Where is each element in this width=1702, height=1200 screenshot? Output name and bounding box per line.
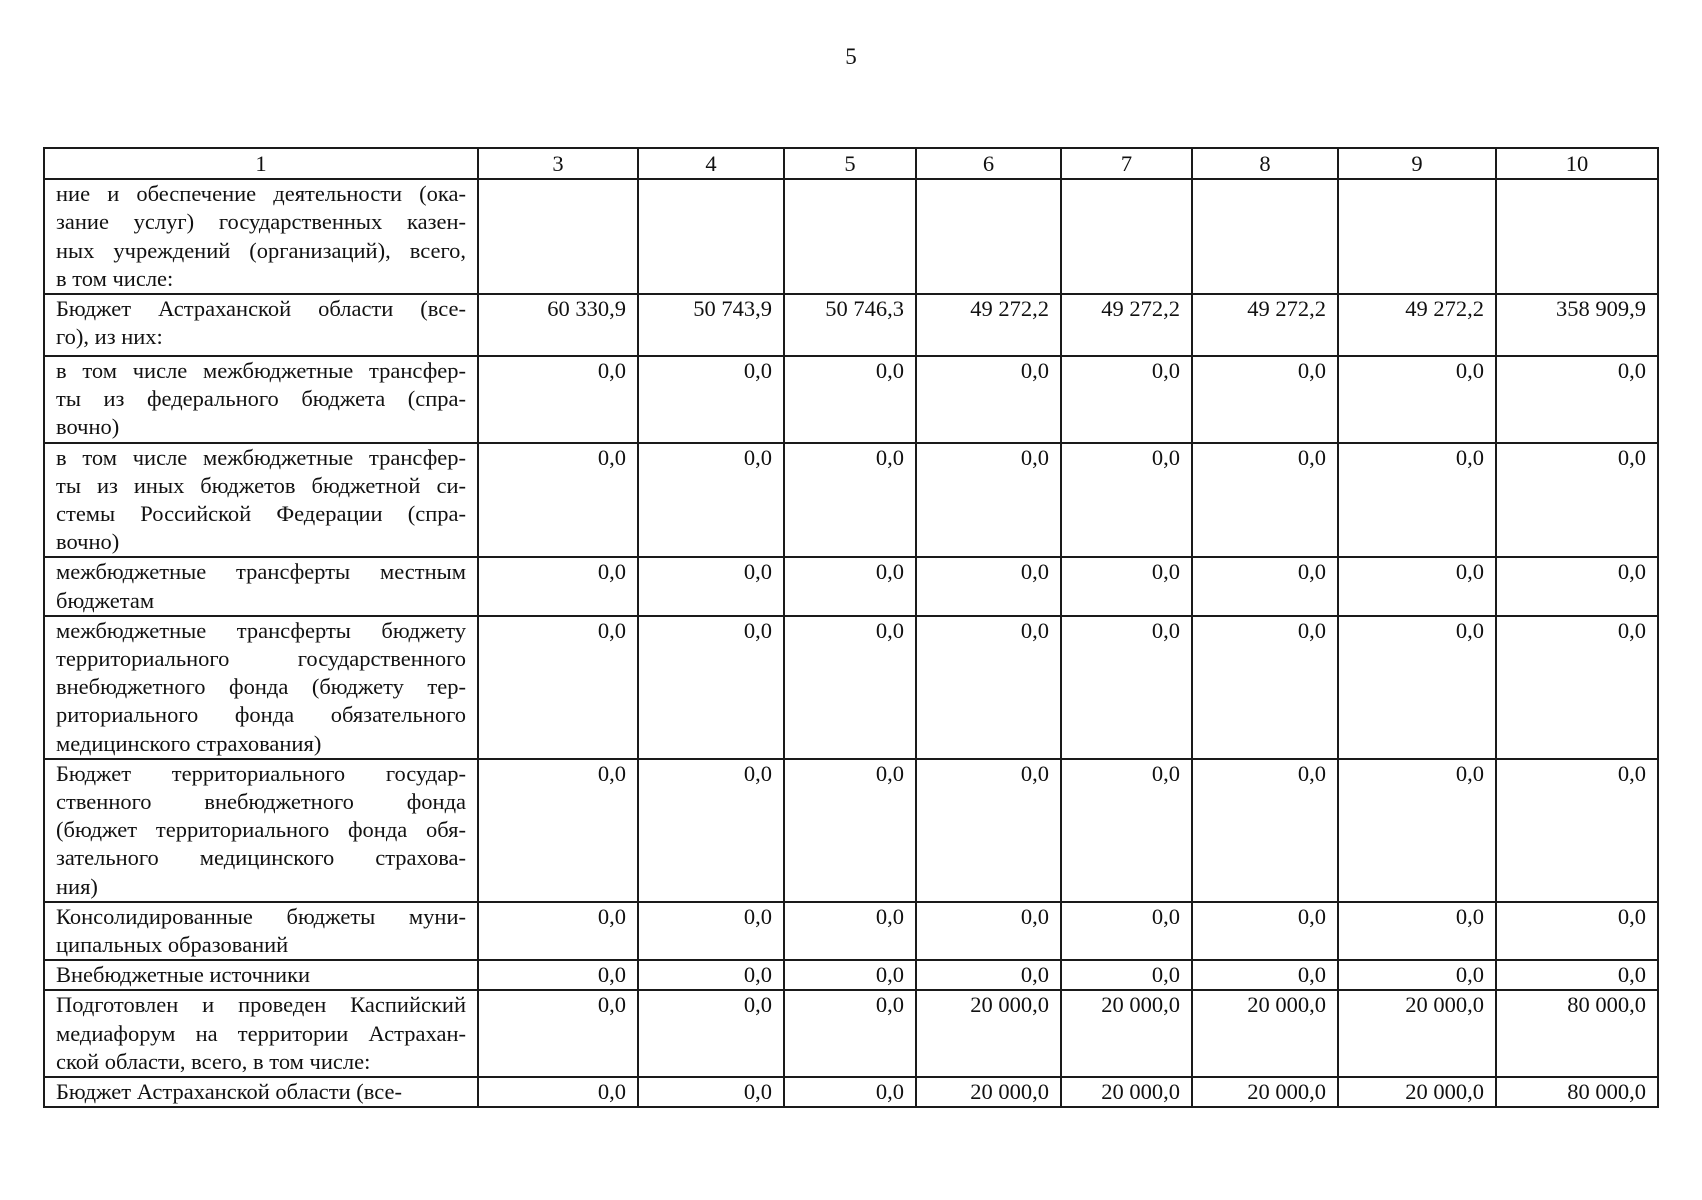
value-cell: 0,0 [478,990,638,1077]
row-label: Бюджет Астраханской области (все- [44,1077,478,1107]
table-row [44,356,1658,443]
value-cell: 20 000,0 [916,1077,1061,1107]
row-label: межбюджетные трансферты местным бюджетам [44,557,478,615]
value-cell: 0,0 [1338,443,1496,558]
table-row [44,616,1658,759]
value-cell [478,179,638,294]
table-row [44,1077,1658,1107]
page-number: 5 [845,44,857,69]
value-cell: 0,0 [784,1077,916,1107]
value-cell: 0,0 [1338,557,1496,615]
value-cell: 0,0 [1192,616,1338,759]
value-cell: 0,0 [1496,759,1658,902]
value-cell [784,179,916,294]
value-cell: 0,0 [1192,960,1338,990]
budget-table [43,147,1659,1108]
value-cell: 0,0 [478,759,638,902]
value-cell: 0,0 [478,960,638,990]
table-row [44,902,1658,960]
value-cell: 49 272,2 [916,294,1061,356]
value-cell: 49 272,2 [1192,294,1338,356]
value-cell: 20 000,0 [916,990,1061,1077]
value-cell: 0,0 [1061,616,1192,759]
row-label: в том числе межбюджетные трансфер- ты из иных бюджетов бюджетной си- стемы Российской Федерации (спра- вочно) [44,443,478,558]
value-cell: 0,0 [1338,356,1496,443]
value-cell: 80 000,0 [1496,990,1658,1077]
value-cell [1338,179,1496,294]
column-header: 1 [44,148,478,179]
value-cell: 0,0 [1338,616,1496,759]
row-label: Консолидированные бюджеты муни- ципальных образований [44,902,478,960]
value-cell: 0,0 [478,557,638,615]
row-label: межбюджетные трансферты бюджету территориального государственного внебюджетного фонда (бюджету тер- риториального фонда обязательного медицинского страхования) [44,616,478,759]
value-cell: 0,0 [478,356,638,443]
value-cell: 0,0 [1192,902,1338,960]
table-row [44,443,1658,558]
value-cell: 80 000,0 [1496,1077,1658,1107]
value-cell: 0,0 [784,356,916,443]
value-cell [916,179,1061,294]
column-header: 8 [1192,148,1338,179]
value-cell: 0,0 [1338,902,1496,960]
table-row [44,294,1658,356]
table-row [44,179,1658,294]
value-cell: 0,0 [916,356,1061,443]
table-row [44,990,1658,1077]
table-row [44,960,1658,990]
column-header: 4 [638,148,784,179]
value-cell: 0,0 [1061,960,1192,990]
value-cell: 0,0 [1338,960,1496,990]
value-cell: 0,0 [916,902,1061,960]
value-cell: 0,0 [1496,616,1658,759]
value-cell: 0,0 [1496,443,1658,558]
value-cell: 0,0 [1192,557,1338,615]
value-cell: 0,0 [784,960,916,990]
header-row [44,148,1658,179]
value-cell [1192,179,1338,294]
value-cell: 0,0 [638,990,784,1077]
value-cell: 0,0 [916,443,1061,558]
value-cell: 0,0 [916,759,1061,902]
row-label: Внебюджетные источники [44,960,478,990]
value-cell: 358 909,9 [1496,294,1658,356]
value-cell: 0,0 [1061,443,1192,558]
column-header: 6 [916,148,1061,179]
column-header: 9 [1338,148,1496,179]
value-cell: 0,0 [1061,356,1192,443]
value-cell: 0,0 [638,759,784,902]
value-cell [1496,179,1658,294]
value-cell: 0,0 [638,356,784,443]
value-cell: 0,0 [638,960,784,990]
value-cell: 0,0 [916,557,1061,615]
value-cell: 0,0 [784,990,916,1077]
table-row [44,557,1658,615]
value-cell: 0,0 [1496,356,1658,443]
value-cell: 50 746,3 [784,294,916,356]
value-cell: 20 000,0 [1338,1077,1496,1107]
row-label: в том числе межбюджетные трансфер- ты из федерального бюджета (спра- вочно) [44,356,478,443]
value-cell: 60 330,9 [478,294,638,356]
value-cell: 0,0 [784,616,916,759]
value-cell: 0,0 [638,557,784,615]
value-cell: 0,0 [1496,902,1658,960]
value-cell: 20 000,0 [1061,990,1192,1077]
value-cell: 20 000,0 [1061,1077,1192,1107]
value-cell: 0,0 [1338,759,1496,902]
value-cell: 0,0 [784,902,916,960]
value-cell [638,179,784,294]
value-cell: 0,0 [478,616,638,759]
value-cell: 0,0 [1496,557,1658,615]
value-cell: 0,0 [1061,759,1192,902]
value-cell: 0,0 [1192,356,1338,443]
value-cell: 0,0 [638,443,784,558]
value-cell: 20 000,0 [1338,990,1496,1077]
value-cell: 0,0 [478,1077,638,1107]
value-cell: 0,0 [478,443,638,558]
column-header: 7 [1061,148,1192,179]
value-cell: 0,0 [638,902,784,960]
value-cell: 0,0 [478,902,638,960]
column-header: 3 [478,148,638,179]
value-cell: 0,0 [784,443,916,558]
column-header: 5 [784,148,916,179]
row-label: Бюджет Астраханской области (все- го), из них: [44,294,478,356]
value-cell: 0,0 [1192,443,1338,558]
value-cell: 20 000,0 [1192,990,1338,1077]
value-cell: 0,0 [638,616,784,759]
value-cell: 49 272,2 [1061,294,1192,356]
value-cell: 49 272,2 [1338,294,1496,356]
row-label: Подготовлен и проведен Каспийский медиафорум на территории Астрахан- ской области, всего, в том числе: [44,990,478,1077]
value-cell: 0,0 [916,960,1061,990]
column-header: 10 [1496,148,1658,179]
value-cell: 0,0 [916,616,1061,759]
value-cell: 50 743,9 [638,294,784,356]
value-cell: 0,0 [784,759,916,902]
value-cell: 0,0 [1192,759,1338,902]
value-cell: 0,0 [1061,902,1192,960]
row-label: Бюджет территориального государ- ственного внебюджетного фонда (бюджет территориального фонда обя- зательного медицинского страхова- ния) [44,759,478,902]
table-row [44,759,1658,902]
value-cell: 0,0 [1061,557,1192,615]
value-cell: 0,0 [784,557,916,615]
value-cell: 0,0 [638,1077,784,1107]
value-cell: 20 000,0 [1192,1077,1338,1107]
row-label: ние и обеспечение деятельности (ока- зание услуг) государственных казен- ных учреждений (организаций), всего, в том числе: [44,179,478,294]
value-cell [1061,179,1192,294]
value-cell: 0,0 [1496,960,1658,990]
